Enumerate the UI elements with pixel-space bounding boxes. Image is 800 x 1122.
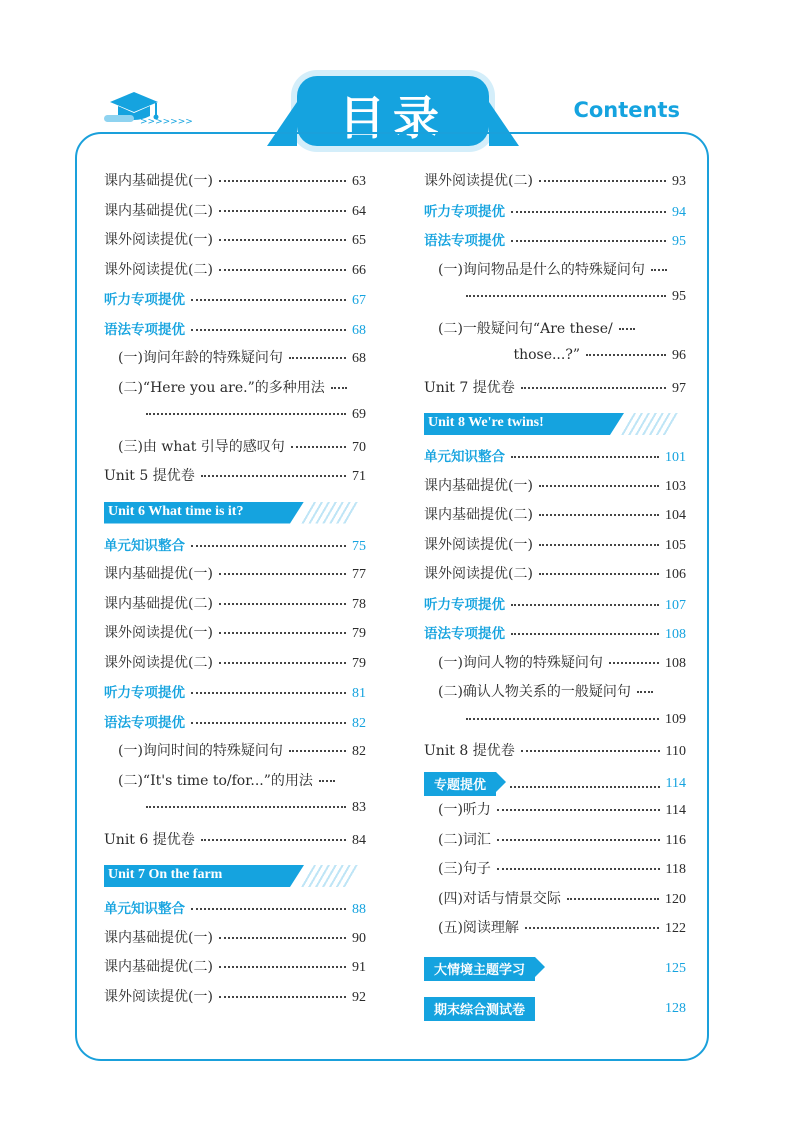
entry-label: 课内基础提优(一) xyxy=(424,477,533,494)
leader-dots xyxy=(539,504,659,516)
page-number: 71 xyxy=(352,469,366,484)
entry-label: 听力专项提优 xyxy=(424,596,505,613)
leader-dots xyxy=(219,652,346,664)
leader-dots xyxy=(201,829,346,841)
page-title: 目录 xyxy=(339,91,447,145)
entry-label: 单元知识整合 xyxy=(104,537,185,554)
special-tag: 专题提优 xyxy=(424,772,496,796)
toc-entry[interactable] xyxy=(424,563,686,593)
entry-label: 单元知识整合 xyxy=(104,901,185,917)
leader-dots xyxy=(637,681,653,693)
page-number: 81 xyxy=(352,686,366,701)
page-number: 90 xyxy=(352,930,366,946)
toc-entry[interactable] xyxy=(424,858,686,888)
page-number: 94 xyxy=(672,204,686,220)
page-number: 70 xyxy=(352,439,366,455)
toc-entry[interactable] xyxy=(424,534,686,564)
entry-label: (二)词汇 xyxy=(438,831,491,848)
page-number: 69 xyxy=(352,407,366,422)
page-number: 65 xyxy=(352,233,366,248)
leader-dots xyxy=(586,344,666,356)
leader-dots xyxy=(539,475,659,487)
unit-8-banner xyxy=(424,413,686,435)
entry-label: 课内基础提优(一) xyxy=(104,173,213,189)
leader-dots xyxy=(289,740,346,752)
toc-entry[interactable] xyxy=(104,347,366,377)
entry-label: 课外阅读提优(二) xyxy=(424,173,533,189)
toc-entry[interactable] xyxy=(104,563,366,593)
toc-entry[interactable] xyxy=(424,888,686,918)
entry-label: 课内基础提优(二) xyxy=(104,595,213,612)
final-tag: 期末综合测试卷 xyxy=(424,997,535,1021)
toc-entry[interactable] xyxy=(424,711,686,741)
page-number: 103 xyxy=(665,478,686,494)
unit-7-banner xyxy=(104,865,366,887)
entry-label: 听力专项提优 xyxy=(424,203,505,220)
entry-label: 课外阅读提优(一) xyxy=(104,232,213,248)
entry-label: 课内基础提优(二) xyxy=(424,507,533,523)
entry-label: 课外阅读提优(二) xyxy=(104,654,213,671)
page-number: 92 xyxy=(352,989,366,1005)
entry-label: (一)询问物品是什么的特殊疑问句 xyxy=(438,261,645,278)
entry-label: (一)询问时间的特殊疑问句 xyxy=(118,743,283,759)
page-number: 75 xyxy=(352,538,366,554)
toc-entry[interactable] xyxy=(424,200,686,230)
toc-entry[interactable] xyxy=(104,377,366,407)
leader-dots xyxy=(651,259,667,271)
entry-label: 课外阅读提优(一) xyxy=(424,536,533,553)
leader-dots xyxy=(219,259,346,271)
toc-entry[interactable] xyxy=(104,170,366,200)
leader-dots xyxy=(291,436,346,448)
entry-label: (一)询问年龄的特殊疑问句 xyxy=(118,350,283,366)
page-number: 101 xyxy=(665,450,686,465)
unit6-entries xyxy=(104,534,366,859)
toc-entry[interactable] xyxy=(424,593,686,623)
page-number: 79 xyxy=(352,626,366,641)
leader-dots xyxy=(511,446,659,458)
leader-dots xyxy=(497,829,660,841)
special-entries xyxy=(424,799,686,947)
leader-space xyxy=(549,962,659,972)
unit7-entries xyxy=(104,897,366,1015)
page-number: 104 xyxy=(665,508,686,523)
toc-entry[interactable] xyxy=(424,259,686,289)
page-number: 66 xyxy=(352,262,366,278)
toc-right-column xyxy=(424,170,686,1024)
toc-entry[interactable] xyxy=(424,622,686,652)
leader-dots xyxy=(219,622,346,634)
page-number: 93 xyxy=(672,174,686,189)
leader-dots xyxy=(510,776,660,788)
toc-entry[interactable] xyxy=(424,829,686,859)
svg-text:>>>>>>>: >>>>>>> xyxy=(140,117,193,127)
toc-entry[interactable] xyxy=(424,681,686,711)
leader-dots xyxy=(289,347,346,359)
page-number: 97 xyxy=(672,380,686,396)
entry-label: 语法专项提优 xyxy=(424,233,505,249)
leader-dots xyxy=(331,377,347,389)
toc-entry[interactable] xyxy=(424,377,686,407)
contents-heading: Contents xyxy=(573,98,680,122)
leader-dots xyxy=(191,682,346,694)
page-number: 95 xyxy=(672,289,686,304)
toc-entry[interactable] xyxy=(104,927,366,957)
entry-label: 课外阅读提优(二) xyxy=(424,566,533,582)
leader-dots xyxy=(191,535,346,547)
toc-entry[interactable] xyxy=(424,504,686,534)
toc-entry[interactable] xyxy=(424,799,686,829)
toc-entry[interactable] xyxy=(104,318,366,348)
toc-entry[interactable] xyxy=(424,740,686,770)
entry-label: 课内基础提优(一) xyxy=(104,566,213,582)
leader-dots xyxy=(539,563,659,575)
entry-label: Unit 8 提优卷 xyxy=(424,743,515,759)
toc-entry[interactable] xyxy=(424,347,686,377)
unit-6-title: Unit 6 What time is it? xyxy=(108,503,244,519)
entry-label: 课外阅读提优(一) xyxy=(104,625,213,641)
entry-label: (二)一般疑问句“Are these/ xyxy=(438,320,613,337)
entry-label: 课外阅读提优(一) xyxy=(104,988,213,1005)
page-number: 95 xyxy=(672,234,686,249)
entry-label: 听力专项提优 xyxy=(104,685,185,701)
page-number: 108 xyxy=(665,627,686,642)
page-number: 108 xyxy=(665,655,686,671)
toc-entry[interactable] xyxy=(104,593,366,623)
leader-dots xyxy=(219,927,346,939)
page-number: 63 xyxy=(352,174,366,189)
leader-dots xyxy=(609,652,659,664)
toc-entry-final[interactable] xyxy=(424,994,686,1024)
leader-dots xyxy=(567,888,659,900)
page-number: 106 xyxy=(665,567,686,582)
leader-dots xyxy=(497,858,660,870)
leader-dots xyxy=(191,712,346,724)
entry-label: 课外阅读提优(二) xyxy=(104,261,213,278)
toc-entry[interactable] xyxy=(104,200,366,230)
entry-label: (二)“It's time to/for...”的用法 xyxy=(118,772,313,789)
toc-entry[interactable] xyxy=(104,770,366,800)
toc-entry[interactable] xyxy=(424,445,686,475)
page-number: 68 xyxy=(352,322,366,338)
leader-dots xyxy=(511,594,659,606)
toc-entry[interactable] xyxy=(424,475,686,505)
page-number: 82 xyxy=(352,744,366,759)
leader-dots xyxy=(219,593,346,605)
entry-label: Unit 7 提优卷 xyxy=(424,379,515,396)
unit8-entries xyxy=(424,445,686,770)
page-number: 114 xyxy=(665,776,686,792)
toc-entry[interactable] xyxy=(424,288,686,318)
page-number: 122 xyxy=(665,921,686,936)
toc-entry[interactable] xyxy=(424,229,686,259)
entry-label: (二)确认人物关系的一般疑问句 xyxy=(438,684,631,700)
toc-entry[interactable] xyxy=(424,917,686,947)
leader-dots xyxy=(219,229,346,241)
toc-entry[interactable] xyxy=(104,681,366,711)
entry-label: 语法专项提优 xyxy=(104,321,185,338)
entry-label: (三)由 what 引导的感叹句 xyxy=(118,438,285,455)
page-number: 107 xyxy=(665,597,686,613)
toc-entry[interactable] xyxy=(424,652,686,682)
toc-entry[interactable] xyxy=(104,622,366,652)
page-number: 96 xyxy=(672,348,686,363)
entry-label: Unit 5 提优卷 xyxy=(104,468,195,484)
toc-entry[interactable] xyxy=(104,406,366,436)
entry-label: (四)对话与情景交际 xyxy=(438,890,561,907)
entry-label: 语法专项提优 xyxy=(424,626,505,642)
toc-entry[interactable] xyxy=(104,829,366,859)
page-number: 78 xyxy=(352,596,366,612)
toc-entry[interactable] xyxy=(104,652,366,682)
toc-entry[interactable] xyxy=(104,986,366,1016)
page-number: 83 xyxy=(352,800,366,815)
page-number: 118 xyxy=(665,862,686,877)
leader-dots xyxy=(521,377,666,389)
page-number: 105 xyxy=(665,537,686,553)
page-number: 114 xyxy=(665,803,686,818)
leader-dots xyxy=(219,956,346,968)
unit-8-title: Unit 8 We're twins! xyxy=(428,415,544,430)
left-entries xyxy=(104,170,366,495)
page-number: 64 xyxy=(352,203,366,219)
unit-7-title: Unit 7 On the farm xyxy=(108,867,223,882)
toc-entry[interactable] xyxy=(104,956,366,986)
entry-label: Unit 6 提优卷 xyxy=(104,831,195,848)
toc-entry[interactable] xyxy=(104,288,366,318)
leader-dots xyxy=(219,200,346,212)
toc-entry-theme[interactable] xyxy=(424,955,686,985)
page-number: 120 xyxy=(665,891,686,907)
entry-label: 课内基础提优(二) xyxy=(104,202,213,219)
right-entries xyxy=(424,170,686,406)
toc-entry[interactable] xyxy=(104,534,366,564)
leader-dots xyxy=(191,289,346,301)
page-number: 77 xyxy=(352,567,366,582)
entry-label: those...?” xyxy=(513,347,580,363)
page-number: 109 xyxy=(665,711,686,727)
leader-dots xyxy=(146,796,346,808)
toc-left-column xyxy=(104,170,366,1015)
toc-entry[interactable] xyxy=(104,259,366,289)
page-number: 128 xyxy=(665,1000,686,1016)
leader-dots xyxy=(319,770,335,782)
page-number: 84 xyxy=(352,832,366,848)
toc-entry[interactable] xyxy=(104,897,366,927)
entry-label: 单元知识整合 xyxy=(424,449,505,465)
entry-label: 课内基础提优(一) xyxy=(104,929,213,946)
page-number: 116 xyxy=(665,832,686,848)
toc-entry[interactable] xyxy=(104,229,366,259)
leader-dots xyxy=(201,465,346,477)
entry-label: 课内基础提优(二) xyxy=(104,959,213,975)
toc-entry[interactable] xyxy=(104,711,366,741)
toc-entry[interactable] xyxy=(104,436,366,466)
entry-label: (二)“Here you are.”的多种用法 xyxy=(118,379,325,396)
leader-dots xyxy=(191,319,346,331)
toc-entry[interactable] xyxy=(424,170,686,200)
toc-entry[interactable] xyxy=(104,799,366,829)
leader-dots xyxy=(511,230,666,242)
leader-dots xyxy=(521,740,660,752)
page-number: 67 xyxy=(352,293,366,308)
toc-entry[interactable] xyxy=(424,318,686,348)
leader-dots xyxy=(619,318,635,330)
entry-label: 听力专项提优 xyxy=(104,292,185,308)
entry-label: (三)句子 xyxy=(438,861,491,877)
leader-dots xyxy=(511,623,659,635)
unit-6-banner xyxy=(104,502,366,524)
page-number: 125 xyxy=(665,961,686,977)
page-number: 82 xyxy=(352,715,366,731)
page-number: 91 xyxy=(352,960,366,975)
leader-dots xyxy=(497,799,660,811)
page-number: 79 xyxy=(352,655,366,671)
leader-dots xyxy=(466,285,666,297)
leader-space xyxy=(549,1002,659,1012)
entry-label: 语法专项提优 xyxy=(104,714,185,731)
entry-label: (五)阅读理解 xyxy=(438,920,519,936)
leader-dots xyxy=(219,986,346,998)
toc-entry-special[interactable] xyxy=(424,770,686,800)
entry-label: (一)听力 xyxy=(438,802,491,818)
toc-entry[interactable] xyxy=(104,465,366,495)
toc-entry[interactable] xyxy=(104,740,366,770)
leader-dots xyxy=(466,708,659,720)
theme-tag: 大情境主题学习 xyxy=(424,957,535,981)
leader-dots xyxy=(146,403,346,415)
page-number: 68 xyxy=(352,351,366,366)
leader-dots xyxy=(525,917,659,929)
leader-dots xyxy=(219,563,346,575)
graduation-cap-icon xyxy=(102,84,193,130)
entry-label: (一)询问人物的特殊疑问句 xyxy=(438,654,603,671)
page-number: 110 xyxy=(665,744,686,759)
leader-dots xyxy=(191,898,346,910)
leader-dots xyxy=(219,170,346,182)
page-number: 88 xyxy=(352,902,366,917)
leader-dots xyxy=(539,170,666,182)
leader-dots xyxy=(539,534,659,546)
leader-dots xyxy=(511,201,666,213)
